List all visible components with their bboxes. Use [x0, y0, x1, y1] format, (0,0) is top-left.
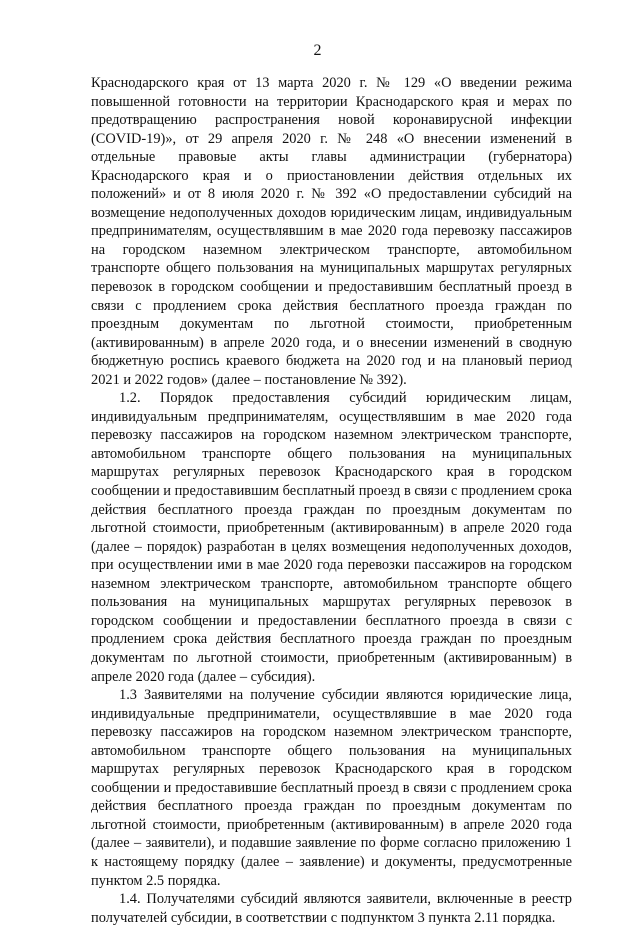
paragraph-1-3: 1.3 Заявителями на получение субсидии являются юридические лица, индивидуальные предприниматели, осуществлявшие в мае 2020 года перевозку пассажиров на городском наземном электрическом транспорте, автомобильном транспорте общего пользования на муниципальных маршрутах регулярных перевозок Краснодарского края в городском сообщении и предоставившие бесплатный проезд в связи с продлением срока действия бесплатного проезда граждан по проездным документам по льготной стоимости, приобретенным (активированным) в апреле 2020 года (далее – заявители), и подавшие заявление по форме согласно приложению 1 к настоящему порядку (далее – заявление) и документы, предусмотренные пунктом 2.5 порядка. [91, 687, 572, 889]
page-number: 2 [313, 42, 322, 59]
document-body [91, 74, 572, 927]
paragraph-1-2: 1.2. Порядок предоставления субсидий юридическим лицам, индивидуальным предпринимателям, осуществлявшим в мае 2020 года перевозку пассажиров на городском наземном электрическом транспорте, автомобильном транспорте общего пользования на муниципальных маршрутах регулярных перевозок Краснодарского края в городском сообщении и предоставившим бесплатный проезд в связи с продлением срока действия бесплатного проезда граждан по проездным документам по льготной стоимости, приобретенным (активированным) в апреле 2020 года (далее – порядок) разработан в целях возмещения недополученных доходов, при осуществлении ими в мае 2020 года перевозки пассажиров на городском наземном электрическом транспорте, автомобильном транспорте общего пользования на муниципальных маршрутах регулярных перевозок в городском сообщении и предоставлении бесплатного проезда в связи с продлением срока действия бесплатного проезда граждан по проездным документам по льготной стоимости, приобретенным (активированным) в апреле 2020 года (далее – субсидия). [91, 390, 572, 685]
paragraph-1-4: 1.4. Получателями субсидий являются заявители, включенные в реестр получателей субсидии, в соответствии с подпунктом 3 пункта 2.11 порядка. [91, 891, 572, 926]
paragraph-continuation: Краснодарского края от 13 марта 2020 г. № 129 «О введении режима повышенной готовности на территории Краснодарского края и мерах по предотвращению распространения новой коронавирусной инфекции (COVID-19)», от 29 апреля 2020 г. № 248 «О внесении изменений в отдельные правовые акты главы администрации (губернатора) Краснодарского края и о приостановлении действия отдельных их положений» и от 8 июля 2020 г. № 392 «О предоставлении субсидий на возмещение недополученных доходов юридическим лицам, индивидуальным предпринимателям, осуществлявшим в мае 2020 года перевозку пассажиров на городском наземном электрическом транспорте, автомобильном транспорте общего пользования на муниципальных маршрутах регулярных перевозок в городском сообщении и предоставившим бесплатный проезд в связи с продлением срока действия бесплатного проезда граждан по проездным документам по льготной стоимости, приобретенным (активированным) в апреле 2020 года, и о внесении изменений в сводную бюджетную роспись краевого бюджета на 2020 год и на плановый период 2021 и 2022 годов» (далее – постановление № 392). [91, 75, 572, 388]
